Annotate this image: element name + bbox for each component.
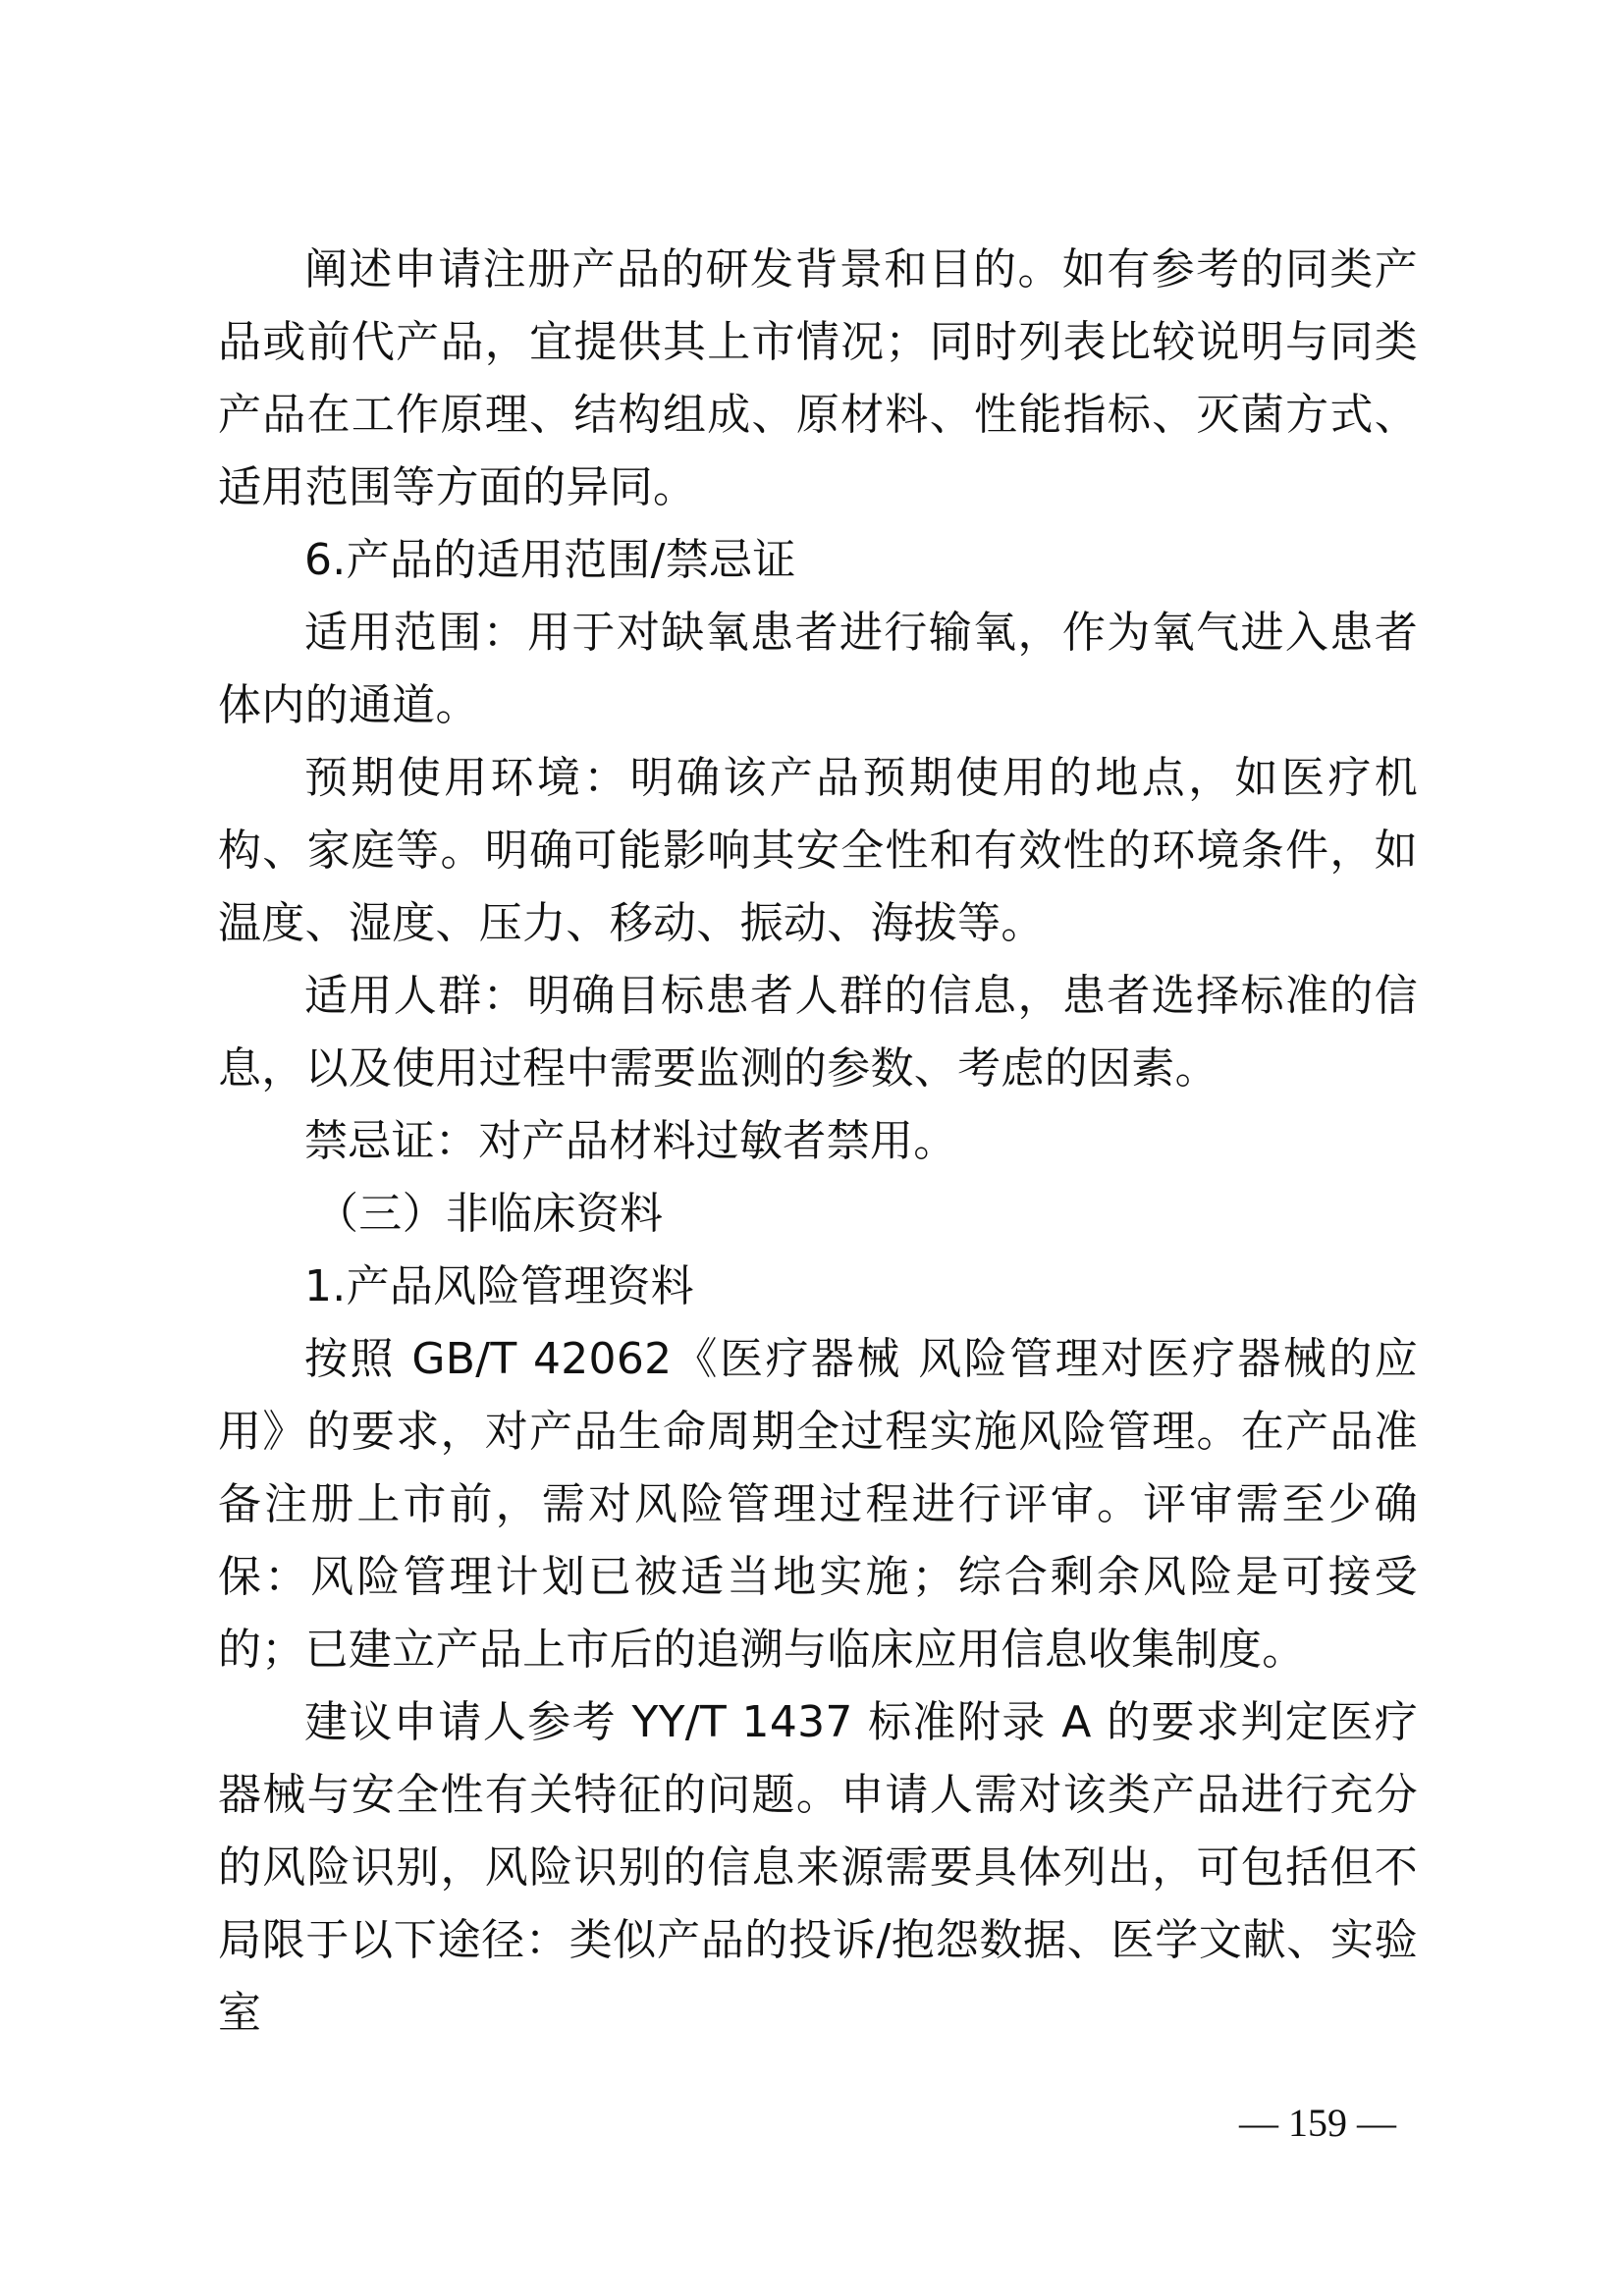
heading-risk-management: 1.产品风险管理资料: [304, 1261, 694, 1311]
paragraph-contraindications: 禁忌证：对产品材料过敏者禁用。: [304, 1116, 957, 1166]
paragraph-risk-identification: 建议申请人参考 YY/T 1437 标准附录 A 的要求判定医疗器械与安全性有关特征的问题。申请人需对该类产品进行充分的风险识别，风险识别的信息来源需要具体列出，可包括但不局限于以下途径：类似产品的投诉/抱怨数据、医学文献、实验室: [218, 1697, 1418, 2038]
paragraph-scope: 适用范围：用于对缺氧患者进行输氧，作为氧气进入患者体内的通道。: [218, 608, 1418, 730]
page-body: [218, 234, 1418, 2050]
heading-nonclinical: （三）非临床资料: [315, 1189, 664, 1239]
page-number: — 159 —: [1239, 2101, 1396, 2145]
heading-scope-contraindications: 6.产品的适用范围/禁忌证: [304, 535, 796, 585]
paragraph-population: 适用人群：明确目标患者人群的信息，患者选择标准的信息，以及使用过程中需要监测的参数、考虑的因素。: [218, 971, 1418, 1094]
paragraph-risk-management: 按照 GB/T 42062《医疗器械 风险管理对医疗器械的应用》的要求，对产品生命周期全过程实施风险管理。在产品准备注册上市前，需对风险管理过程进行评审。评审需至少确保：风险管理计划已被适当地实施；综合剩余风险是可接受的；已建立产品上市后的追溯与临床应用信息收集制度。: [218, 1334, 1418, 1675]
paragraph-environment: 预期使用环境：明确该产品预期使用的地点，如医疗机构、家庭等。明确可能影响其安全性和有效性的环境条件，如温度、湿度、压力、移动、振动、海拔等。: [218, 753, 1418, 948]
paragraph-background: 阐述申请注册产品的研发背景和目的。如有参考的同类产品或前代产品，宜提供其上市情况；同时列表比较说明与同类产品在工作原理、结构组成、原材料、性能指标、灭菌方式、适用范围等方面的异同。: [218, 244, 1418, 512]
